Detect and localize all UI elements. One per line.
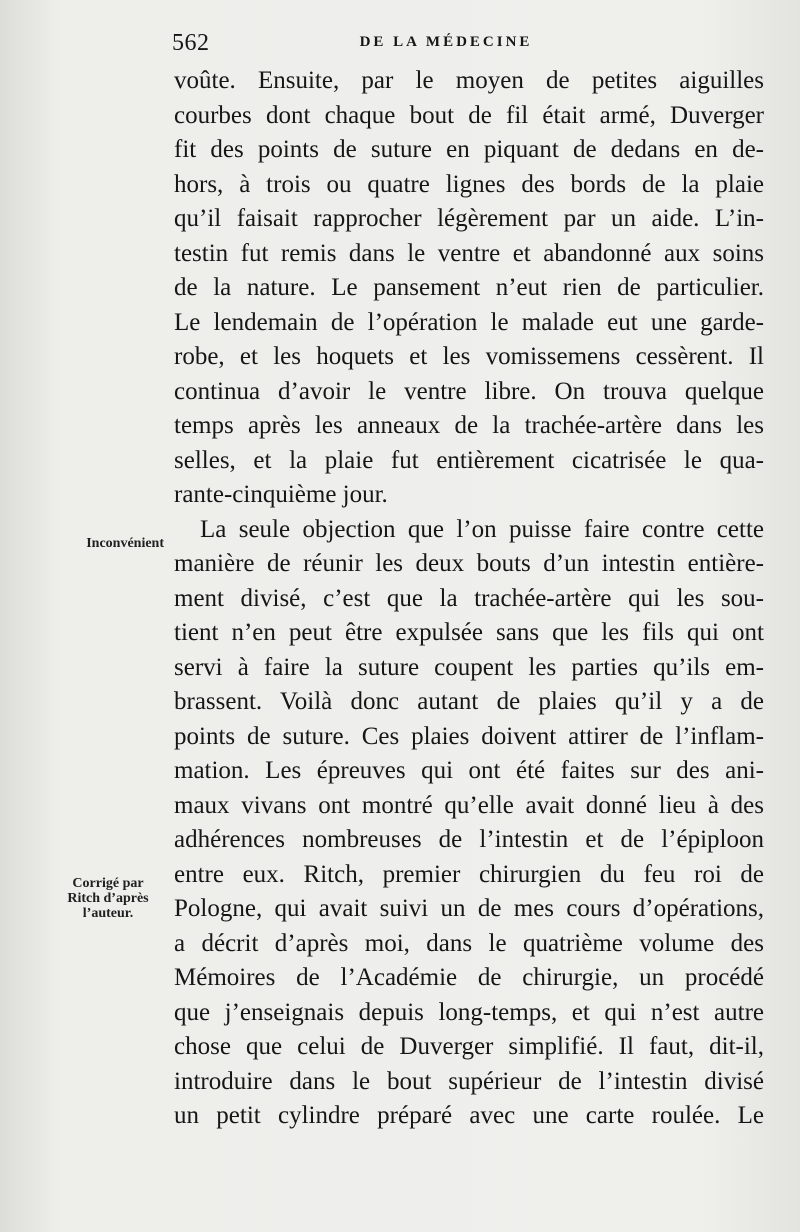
text-line: mation. Les épreuves qui ont été faites sur des ani- [174, 757, 764, 784]
text-line: que j’enseignais depuis long-temps, et qui n’est autre [174, 998, 764, 1026]
text-line: continua d’avoir le ventre libre. On trouva quelque [174, 377, 764, 405]
text-line: entre eux. Ritch, premier chirurgien du feu roi de [174, 860, 764, 888]
text-line: de la nature. Le pansement n’eut rien de particulier. [174, 274, 764, 301]
text-line: chose que celui de Duverger simplifié. Il faut, dit-il, [174, 1033, 764, 1060]
margin-note-inconvenient: Inconvénient [86, 536, 164, 551]
body-text [174, 64, 764, 1134]
text-line: qu’il faisait rapprocher légèrement par un aide. L’in- [174, 205, 764, 232]
text-line: ment divisé, c’est que la trachée-artère qui les sou- [174, 584, 764, 612]
text-line: robe, et les hoquets et les vomissemens cessèrent. Il [174, 343, 764, 370]
text-line: voûte. Ensuite, par le moyen de petites aiguilles [174, 67, 764, 94]
margin-note-corrige [50, 876, 166, 921]
text-line: adhérences nombreuses de l’intestin et de l’épiploon [174, 826, 764, 853]
margin-note-line: Ritch d’après [67, 891, 149, 906]
running-title: DE LA MÉDECINE [359, 34, 533, 50]
margin-note-line: l’auteur. [82, 906, 134, 921]
text-line: tient n’en peut être expulsée sans que les fils qui ont [174, 619, 764, 646]
text-line: manière de réunir les deux bouts d’un intestin entière- [174, 550, 764, 577]
text-line: servi à faire la suture coupent les parties qu’ils em- [174, 653, 764, 681]
text-line: temps après les anneaux de la trachée-artère dans les [174, 412, 764, 439]
text-line: rante-cinquième jour. [174, 481, 388, 508]
text-line: un petit cylindre préparé avec une carte roulée. Le [174, 1102, 764, 1129]
text-line: testin fut remis dans le ventre et abandonné aux soins [174, 239, 764, 267]
text-line: points de suture. Ces plaies doivent attirer de l’inflam- [174, 722, 764, 750]
text-line: a décrit d’après moi, dans le quatrième volume des [174, 929, 764, 957]
text-line: courbes dont chaque bout de fil était armé, Duverger [174, 101, 764, 129]
text-line: fit des points de suture en piquant de dedans en de- [174, 136, 764, 163]
text-line: maux vivans ont montré qu’elle avait donné lieu à des [174, 791, 764, 819]
text-line: La seule objection que l’on puisse faire contre cette [200, 515, 764, 543]
text-line: Le lendemain de l’opération le malade eut une garde- [174, 308, 764, 336]
margin-note-line: Corrigé par [72, 876, 144, 891]
text-line: brassent. Voilà donc autant de plaies qu’il y a de [174, 688, 764, 715]
text-line: Pologne, qui avait suivi un de mes cours d’opérations, [174, 895, 764, 922]
page-number: 562 [172, 30, 210, 56]
text-line: hors, à trois ou quatre lignes des bords de la plaie [174, 170, 764, 198]
text-line: Mémoires de l’Académie de chirurgie, un procédé [174, 964, 764, 991]
text-line: selles, et la plaie fut entièrement cicatrisée le qua- [174, 446, 764, 474]
text-line: introduire dans le bout supérieur de l’intestin divisé [174, 1067, 764, 1095]
